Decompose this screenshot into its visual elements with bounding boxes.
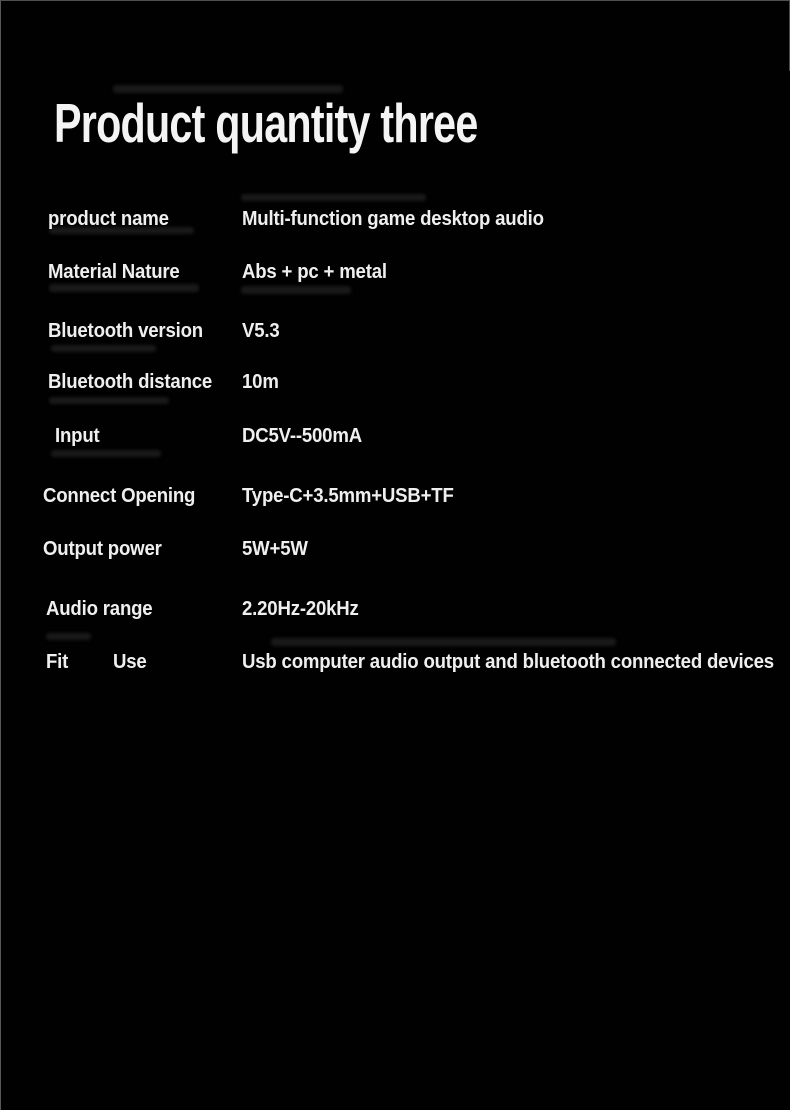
- spec-row-fit-use: [1, 650, 790, 674]
- spec-row-audio-range: [1, 597, 790, 621]
- spec-row-bluetooth-version: [1, 319, 790, 343]
- spec-row-connect-opening: [1, 484, 790, 508]
- spec-value: Abs + pc + metal: [242, 261, 387, 283]
- spec-value: 5W+5W: [242, 538, 308, 560]
- spec-value: 10m: [242, 371, 279, 393]
- spec-value: Multi-function game desktop audio: [242, 208, 544, 230]
- spec-value: 2.20Hz-20kHz: [242, 598, 359, 620]
- page-title: Product quantity three: [54, 92, 478, 154]
- spec-label: Fit Use: [46, 651, 147, 673]
- spec-row-product-name: [1, 207, 790, 231]
- spec-value: DC5V--500mA: [242, 425, 362, 447]
- spec-label: Audio range: [46, 598, 153, 620]
- spec-row-output-power: [1, 537, 790, 561]
- spec-label: Bluetooth version: [48, 320, 203, 342]
- spec-list: [1, 1, 790, 1110]
- spec-value: Type-C+3.5mm+USB+TF: [242, 485, 454, 507]
- spec-label: Input: [55, 425, 100, 447]
- spec-label: Connect Opening: [43, 485, 196, 507]
- spec-value: V5.3: [242, 320, 280, 342]
- spec-label: Material Nature: [48, 261, 180, 283]
- spec-row-input: [1, 424, 790, 448]
- spec-row-material: [1, 260, 790, 284]
- spec-value: Usb computer audio output and bluetooth connected devices: [242, 651, 774, 673]
- spec-label: Bluetooth distance: [48, 371, 213, 393]
- spec-label: Output power: [43, 538, 162, 560]
- spec-label: product name: [48, 208, 169, 230]
- spec-row-bluetooth-distance: [1, 370, 790, 394]
